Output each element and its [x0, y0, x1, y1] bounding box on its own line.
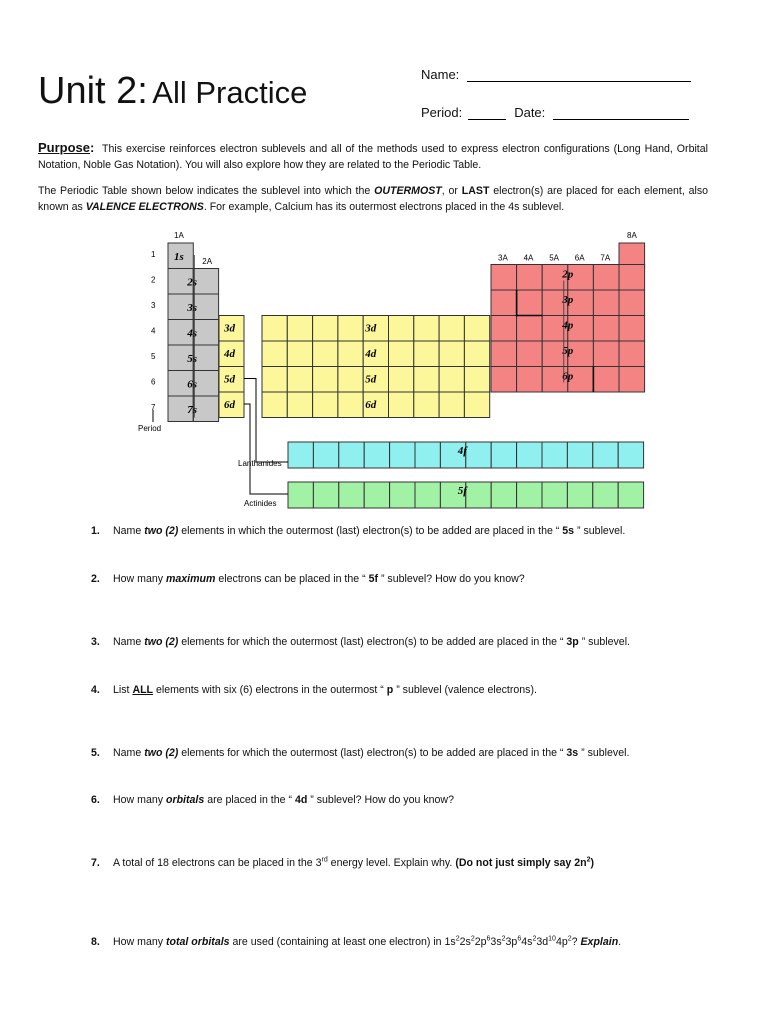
- d-block-cell: [313, 341, 338, 367]
- question-text: rd: [321, 856, 328, 864]
- f-block-4f-cell: [364, 442, 389, 468]
- question-text: 3s: [566, 747, 579, 759]
- group-label-4a: 4A: [523, 253, 534, 263]
- f-sublevel-label: 5f: [457, 485, 467, 497]
- question-text: ” sublevel.: [578, 636, 630, 648]
- f-block-5f-cell: [593, 482, 618, 508]
- p-block-cell: [491, 265, 517, 291]
- question-5: [91, 747, 629, 759]
- intro-valence: VALENCE ELECTRONS: [85, 201, 204, 213]
- d-block-cell: [389, 316, 414, 342]
- p-block-cell: [593, 316, 619, 342]
- question-text: Name: [113, 636, 145, 648]
- d-block-cell: [262, 367, 287, 393]
- period-number: 6: [151, 377, 156, 387]
- s-sublevel-label: 2s: [187, 276, 198, 289]
- question-3: [91, 636, 630, 648]
- p-block-cell: [491, 316, 517, 342]
- d-sublevel-label-left: 6d: [224, 399, 235, 411]
- f-block-5f-cell: [542, 482, 567, 508]
- question-text: two (2): [144, 636, 179, 648]
- intro-part-a: The Periodic Table shown below indicates the sublevel into which the: [38, 185, 375, 197]
- period-number: 3: [151, 301, 156, 310]
- s-sublevel-label: 4s: [187, 327, 198, 340]
- date-label: Date:: [514, 105, 546, 120]
- question-number: 5.: [91, 747, 100, 759]
- d-block-cell: [313, 316, 338, 342]
- f-block-4f-cell: [567, 442, 592, 468]
- p-block-cell: [593, 265, 619, 291]
- question-4: [91, 684, 537, 696]
- question-text: total orbitals: [165, 936, 230, 948]
- f-sublevel-label: 4f: [457, 445, 467, 457]
- question-text: 2: [501, 935, 506, 943]
- p-sublevel-label: 2p: [562, 268, 574, 281]
- question-text: p: [386, 684, 394, 696]
- question-text: How many: [113, 936, 166, 948]
- intro-last: LAST: [461, 185, 490, 197]
- question-text: ” sublevel.: [574, 525, 626, 537]
- actinides-label: Actinides: [244, 499, 277, 508]
- group-label-3a: 3A: [498, 253, 508, 263]
- d-block-cell: [262, 392, 287, 418]
- f-block-5f-cell: [364, 482, 389, 508]
- question-number: 3.: [91, 636, 100, 648]
- purpose-colon: :: [90, 140, 95, 155]
- question-text: 3p: [505, 936, 518, 948]
- f-block-5f-cell: [466, 482, 491, 508]
- d-block-cell: [313, 392, 338, 418]
- d-block-cell: [439, 392, 464, 418]
- s-sublevel-label: 1s: [174, 251, 184, 263]
- d-sublevel-label: 3d: [365, 322, 377, 335]
- intro-part-c: electron(s) are placed for each element, also known as: [38, 185, 709, 213]
- purpose-label: Purpose: [38, 140, 91, 155]
- d-block-cell: [338, 392, 363, 418]
- f-block-4f-cell: [466, 442, 491, 468]
- question-text: 5f: [368, 573, 378, 585]
- p-block-cell: [619, 316, 645, 342]
- f-block-5f-cell: [390, 482, 415, 508]
- f-block-4f-cell: [593, 442, 618, 468]
- p-block-cell: [619, 367, 645, 393]
- f-block-5f-cell: [339, 482, 364, 508]
- d-block-cell: [262, 341, 287, 367]
- d-block-cell: [414, 367, 439, 393]
- question-text: Name: [113, 525, 145, 537]
- question-text: 5s: [562, 525, 575, 537]
- question-text: ?: [571, 936, 581, 948]
- group-label-6a: 6A: [574, 253, 585, 263]
- d-block-cell: [338, 367, 363, 393]
- period-number: 5: [151, 352, 156, 361]
- question-text: Name: [113, 747, 145, 759]
- question-1: [91, 525, 625, 537]
- p-block-cell: [517, 290, 543, 316]
- question-text: How many: [113, 794, 166, 806]
- d-block-cell: [338, 316, 363, 342]
- question-text: 6: [517, 935, 522, 943]
- p-block-cell: [491, 341, 517, 367]
- d-block-cell: [338, 341, 363, 367]
- d-block-cell: [439, 367, 464, 393]
- question-number: 2.: [91, 573, 100, 585]
- question-text: List: [113, 684, 133, 696]
- s-sublevel-label: 6s: [187, 378, 198, 391]
- p-block-cell: [491, 367, 517, 393]
- question-text: 3d: [536, 936, 549, 948]
- intro-outermost: OUTERMOST: [374, 185, 442, 197]
- question-text: two (2): [144, 747, 179, 759]
- name-label: Name:: [421, 67, 460, 82]
- question-number: 7.: [91, 857, 100, 869]
- f-block-4f-cell: [542, 442, 567, 468]
- f-block-4f-cell: [517, 442, 542, 468]
- d-block-cell: [439, 316, 464, 342]
- question-text: ” sublevel (valence electrons).: [393, 684, 537, 696]
- intro-part-d: . For example, Calcium has its outermost electrons placed in the 4s sublevel.: [203, 201, 565, 213]
- f-block-4f-cell: [491, 442, 516, 468]
- question-text: 2: [455, 935, 460, 943]
- question-number: 6.: [91, 794, 100, 806]
- question-text: are used (containing at least one electron) in 1s: [229, 936, 456, 948]
- question-text: How many: [113, 573, 166, 585]
- d-sublevel-label: 6d: [365, 399, 377, 411]
- purpose-text: This exercise reinforces electron sublevels and all of the methods used to express electron configurations (Long Hand, Orbital Notation, Noble Gas Notation). You will also explore how they are related to the Periodic Table.: [38, 143, 708, 171]
- question-number: 4.: [91, 684, 100, 696]
- question-text: energy level. Explain why.: [327, 857, 456, 869]
- f-block-5f-cell: [517, 482, 542, 508]
- period-number: 7: [151, 403, 156, 412]
- p-block-cell: [517, 316, 543, 342]
- question-text: 2: [470, 935, 475, 943]
- f-block-5f-cell: [567, 482, 592, 508]
- question-text: 3p: [566, 636, 579, 648]
- question-text: elements for which the outermost (last) electron(s) to be added are placed in the “: [178, 747, 567, 759]
- f-block-4f-cell: [415, 442, 440, 468]
- question-6: [91, 794, 454, 806]
- s-sublevel-label: 5s: [187, 353, 198, 365]
- question-text: (Do not just simply say 2n: [455, 857, 587, 869]
- d-block-cell: [389, 367, 414, 393]
- d-block-cell: [389, 392, 414, 418]
- f-block-4f-cell: [390, 442, 415, 468]
- d-block-cell: [287, 392, 312, 418]
- f-block-4f-cell: [313, 442, 338, 468]
- question-text: two (2): [144, 525, 179, 537]
- p-block-cell: [593, 341, 619, 367]
- question-text: A total of 18 electrons can be placed in the 3: [113, 857, 322, 869]
- question-text: 4p: [555, 936, 568, 948]
- p-block-cell: [619, 290, 645, 316]
- question-text: elements with six (6) electrons in the outermost “: [153, 684, 387, 696]
- question-2: [91, 573, 525, 585]
- title-rest: All Practice: [152, 75, 308, 110]
- intro-part-b: , or: [441, 185, 462, 197]
- d-block-cell: [464, 392, 489, 418]
- d-block-cell: [414, 316, 439, 342]
- p-block-cell: [491, 290, 517, 316]
- d-sublevel-label-left: 5d: [224, 373, 235, 386]
- period-label: Period:: [421, 105, 463, 120]
- p-sublevel-label: 6p: [562, 370, 574, 383]
- d-sublevel-label: 5d: [365, 373, 377, 386]
- d-block-cell: [464, 316, 489, 342]
- question-text: ” sublevel? How do you know?: [378, 573, 525, 585]
- question-number: 1.: [91, 525, 100, 537]
- p-sublevel-label: 5p: [562, 345, 574, 357]
- question-text: .: [618, 936, 622, 948]
- question-text: ” sublevel.: [578, 747, 630, 759]
- d-block-cell: [313, 367, 338, 393]
- f-block-4f-cell: [618, 442, 643, 468]
- question-text: electrons can be placed in the “: [215, 573, 369, 585]
- p-block-cell: [619, 265, 645, 291]
- lanthanides-label: Lanthanides: [238, 459, 282, 468]
- group-label-1a: 1A: [174, 231, 184, 240]
- f-block-4f-cell: [339, 442, 364, 468]
- f-block-5f-cell: [618, 482, 643, 508]
- d-block-cell: [439, 341, 464, 367]
- question-text: 2p: [474, 936, 487, 948]
- s-sublevel-label: 3s: [187, 302, 198, 314]
- question-text: Explain: [580, 936, 619, 948]
- d-block-cell: [287, 341, 312, 367]
- period-number: 1: [151, 250, 156, 259]
- d-sublevel-label: 4d: [365, 348, 377, 360]
- group-label-8a: 8A: [627, 231, 637, 240]
- d-block-cell: [389, 341, 414, 367]
- f-block-4f-cell: [288, 442, 313, 468]
- question-text: ): [590, 857, 595, 869]
- f-block-5f-cell: [313, 482, 338, 508]
- group-label-5a: 5A: [549, 253, 559, 263]
- f-block-5f-cell: [288, 482, 313, 508]
- p-block-cell: [517, 341, 543, 367]
- question-text: orbitals: [165, 794, 205, 806]
- question-text: 2: [567, 935, 572, 943]
- question-text: 2: [586, 856, 591, 864]
- question-7: [91, 857, 594, 869]
- p-block-cell: [517, 265, 543, 291]
- question-text: ALL: [132, 684, 154, 696]
- f-block-5f-cell: [415, 482, 440, 508]
- d-block-cell: [287, 367, 312, 393]
- d-block-cell: [262, 316, 287, 342]
- p-block-cell: [619, 341, 645, 367]
- question-text: maximum: [165, 573, 216, 585]
- question-text: elements for which the outermost (last) electron(s) to be added are placed in the “: [178, 636, 567, 648]
- question-8: [91, 936, 621, 948]
- question-text: 4s: [521, 936, 533, 948]
- s-sublevel-label: 7s: [187, 404, 198, 416]
- p-sublevel-label: 3p: [562, 294, 574, 306]
- question-text: 2s: [459, 936, 471, 948]
- question-text: are placed in the “: [204, 794, 295, 806]
- p-block-cell: [593, 290, 619, 316]
- period-axis-label: Period: [138, 424, 162, 433]
- question-text: 6: [486, 935, 491, 943]
- d-block-cell: [464, 367, 489, 393]
- title-unit: Unit 2:: [38, 70, 148, 112]
- d-sublevel-label-left: 4d: [224, 348, 235, 360]
- group-label-7a: 7A: [600, 253, 611, 263]
- f-block-5f-cell: [491, 482, 516, 508]
- period-number: 4: [151, 326, 156, 336]
- question-text: elements in which the outermost (last) electron(s) to be added are placed in the “: [178, 525, 563, 537]
- d-sublevel-label-left: 3d: [224, 322, 235, 335]
- question-text: 4d: [294, 794, 308, 806]
- d-block-cell: [287, 316, 312, 342]
- question-text: 2: [532, 935, 537, 943]
- question-text: 3s: [490, 936, 502, 948]
- p-block-cell: [593, 367, 619, 393]
- d-block-cell: [464, 341, 489, 367]
- group-label-2a: 2A: [202, 257, 213, 266]
- period-number: 2: [151, 275, 156, 285]
- question-number: 8.: [91, 936, 100, 948]
- p-sublevel-label: 4p: [562, 319, 574, 332]
- p-block-cell: [517, 367, 543, 393]
- d-block-cell: [414, 341, 439, 367]
- d-block-cell: [414, 392, 439, 418]
- question-text: 10: [548, 935, 556, 943]
- question-text: ” sublevel? How do you know?: [307, 794, 454, 806]
